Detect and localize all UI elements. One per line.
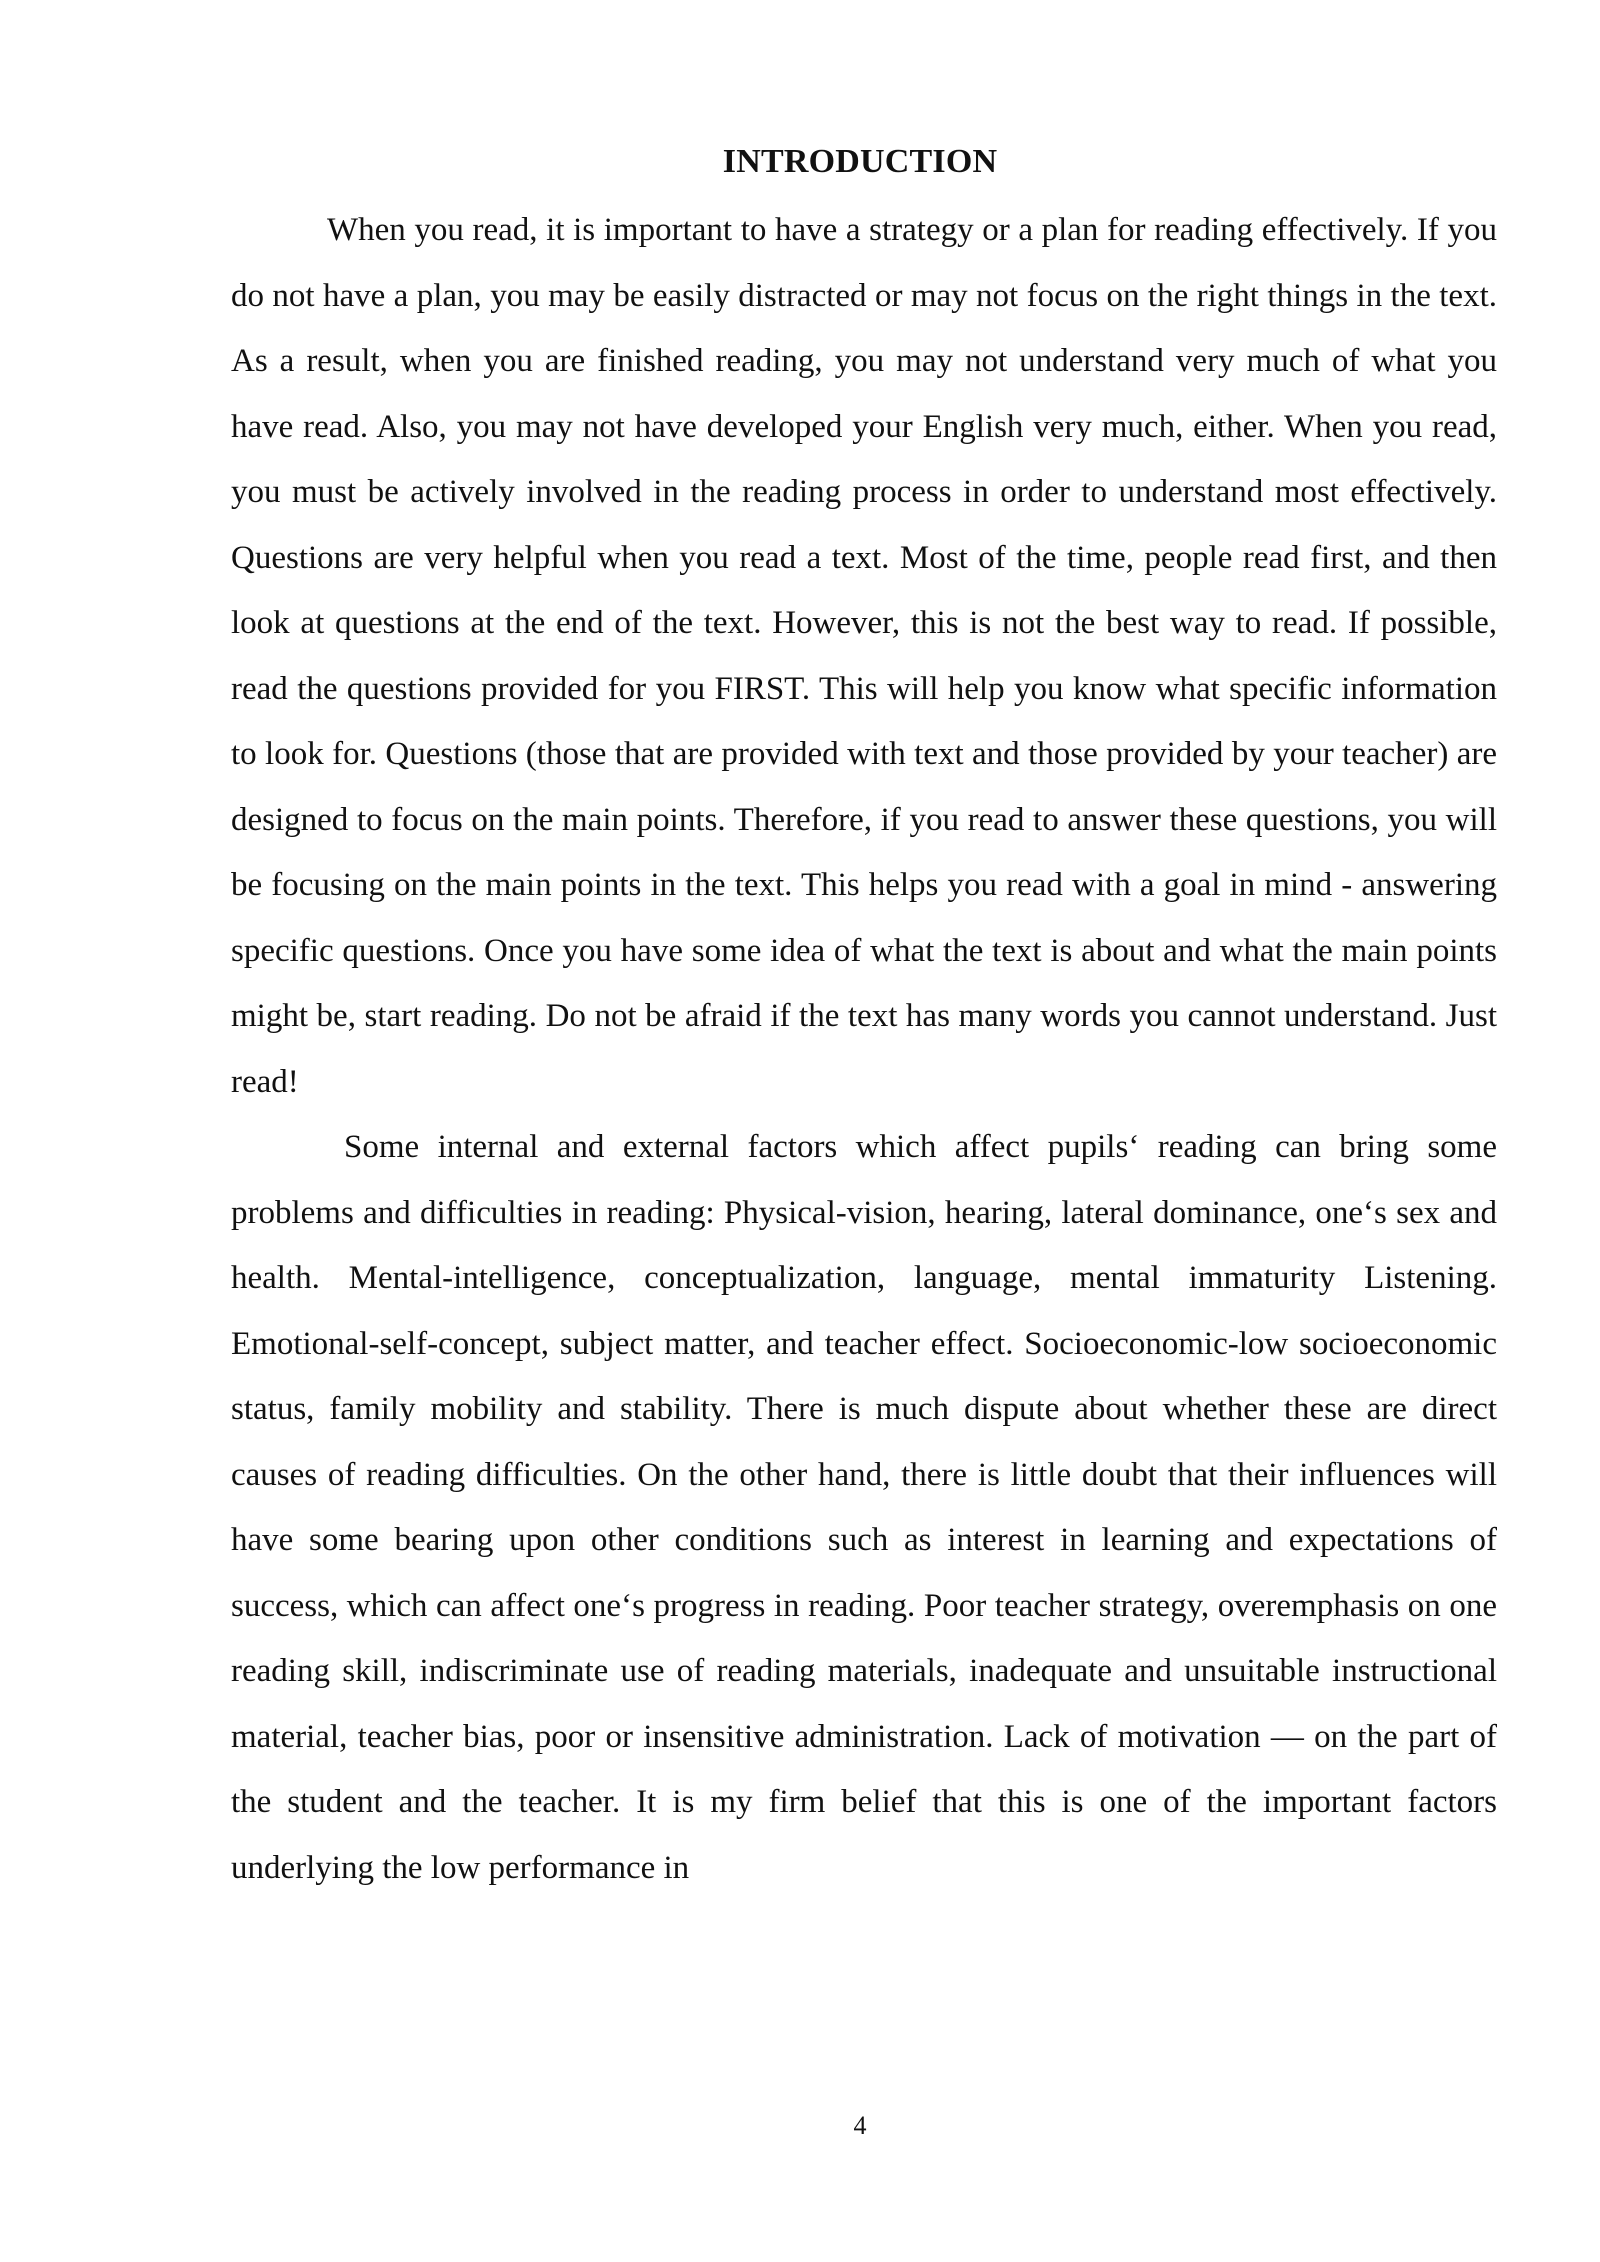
paragraph-reading-factors: Some internal and external factors which affect pupils‘ reading can bring some problems and difficulties in reading: Physical-vision, hearing, lateral dominance, one‘s sex and health. Mental-intelligence, conceptualization, language, mental immaturity Listening. Emotional-self-concept, subject matter, and teacher effect. Socioeconomic-low socioeconomic status, family mobility and stability. There is much dispute about whether these are direct causes of reading difficulties. On the other hand, there is little doubt that their influences will have some bearing upon other conditions such as interest in learning and expectations of success, which can affect one‘s progress in reading. Poor teacher strategy, overemphasis on one reading skill, indiscriminate use of reading materials, inadequate and unsuitable instructional material, teacher bias, poor or insensitive administration. Lack of motivation — on the part of the student and the teacher. It is my firm belief that this is one of the important factors underlying the low performance in — [231, 1129, 1497, 1886]
paragraph-reading-strategy: When you read, it is important to have a strategy or a plan for reading effectively. If you do not have a plan, you may be easily distracted or may not focus on the right things in the text. As a result, when you are finished reading, you may not understand very much of what you have read. Also, you may not have developed your English very much, either. When you read, you must be actively involved in the reading process in order to understand most effectively. Questions are very helpful when you read a text. Most of the time, people read first, and then look at questions at the end of the text. However, this is not the best way to read. If possible, read the questions provided for you FIRST. This will help you know what specific information to look for. Questions (those that are provided with text and those provided by your teacher) are designed to focus on the main points. Therefore, if you read to answer these questions, you will be focusing on the main points in the text. This helps you read with a goal in mind - answering specific questions. Once you have some idea of what the text is about and what the main points might be, start reading. Do not be afraid if the text has many words you cannot understand. Just read! — [231, 212, 1497, 1100]
page-title: INTRODUCTION — [722, 143, 998, 180]
document-body — [231, 198, 1497, 1901]
page-number: 4 — [853, 2111, 867, 2140]
